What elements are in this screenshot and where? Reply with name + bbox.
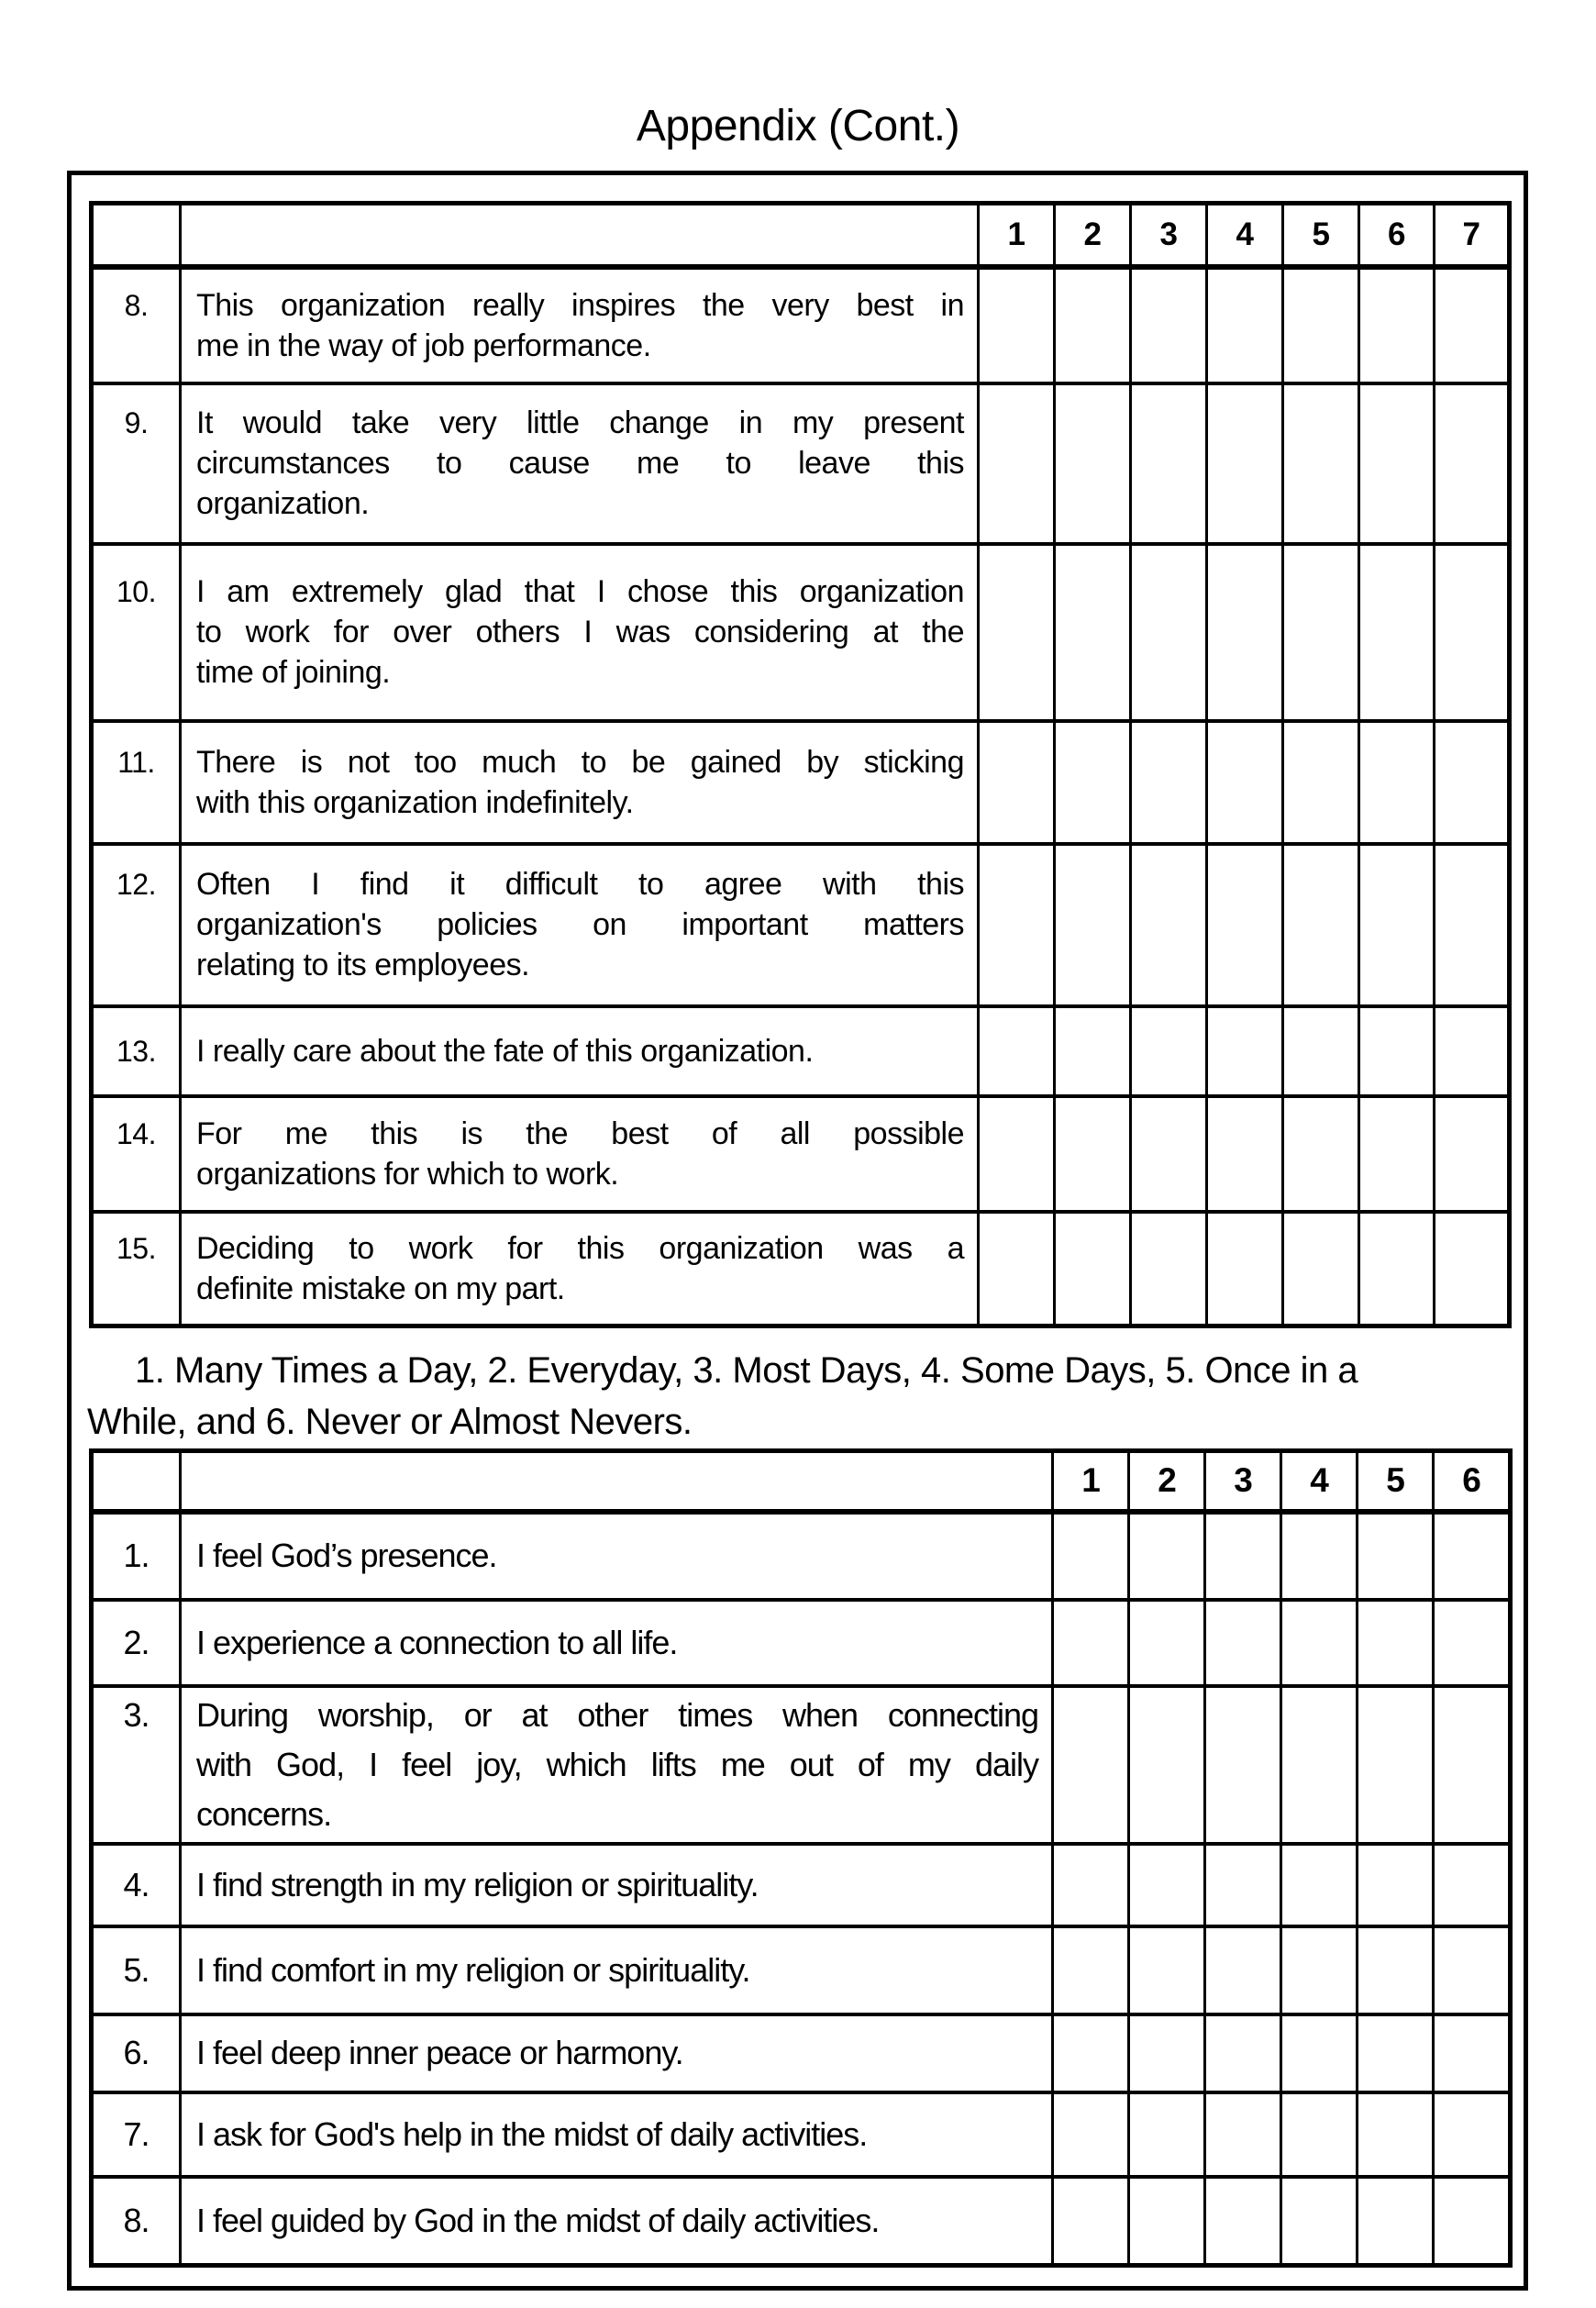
statement-header-cell [181, 204, 979, 267]
scale-note-line: While, and 6. Never or Almost Nevers. [87, 1402, 693, 1442]
answer-cell [1359, 721, 1435, 844]
item-number-cell [92, 544, 181, 721]
answer-cell [1359, 1212, 1435, 1326]
scale-header-cell: 5 [1283, 204, 1359, 267]
statement-cell [181, 844, 979, 1006]
answer-cell [1359, 383, 1435, 544]
item-number: 14. [116, 1116, 156, 1150]
answer-cell [1283, 383, 1359, 544]
statement-line: circumstances to cause me to leave this [196, 446, 964, 481]
item-number-cell [92, 1686, 181, 1844]
answer-cell [979, 844, 1055, 1006]
statement-text [182, 285, 977, 366]
statement-line: Often I find it difficult to agree with this [196, 867, 964, 902]
questionnaire-item-row [92, 721, 1510, 844]
answer-cell [1205, 1512, 1281, 1600]
answer-cell [1055, 1006, 1131, 1096]
statement-text [182, 864, 977, 985]
page-title: Appendix (Cont.) [636, 102, 960, 150]
answer-cell [1281, 2177, 1358, 2266]
statement-cell [181, 383, 979, 544]
statement-line: I find comfort in my religion or spirituality. [196, 1950, 750, 1989]
statement-text [182, 1691, 1051, 1839]
answer-cell [1205, 2014, 1281, 2092]
item-number-cell [92, 2092, 181, 2177]
item-number: 4. [123, 1865, 150, 1903]
item-number: 15. [116, 1231, 156, 1265]
answer-cell [1358, 1512, 1434, 1600]
answer-cell [1207, 383, 1283, 544]
answer-cell [1281, 1686, 1358, 1844]
answer-cell [1207, 1096, 1283, 1212]
statement-line: I find strength in my religion or spirituality. [196, 1865, 759, 1903]
answer-cell [1435, 544, 1510, 721]
answer-cell [1129, 2014, 1205, 2092]
scale-header-cell: 7 [1435, 204, 1510, 267]
statement-text [182, 2196, 1051, 2246]
scale-header-row [92, 1451, 1511, 1512]
answer-cell [1434, 1926, 1511, 2014]
statement-line: with God, I feel joy, which lifts me out of my daily [196, 1745, 1038, 1783]
answer-cell [1434, 1600, 1511, 1686]
answer-cell [1434, 2092, 1511, 2177]
statement-line: For me this is the best of all possible [196, 1115, 964, 1151]
item-number-cell [92, 721, 181, 844]
item-number: 13. [116, 1034, 156, 1068]
answer-cell [1434, 2014, 1511, 2092]
statement-line: I feel guided by God in the midst of daily activities. [196, 2201, 880, 2239]
answer-cell [1281, 1600, 1358, 1686]
answer-cell [1053, 1844, 1129, 1926]
answer-cell [1358, 1600, 1434, 1686]
statement-line: time of joining. [196, 655, 391, 690]
statement-cell [181, 721, 979, 844]
statement-line: organization's policies on important matters [196, 907, 964, 942]
answer-cell [1131, 1096, 1207, 1212]
statement-cell [181, 1686, 1053, 1844]
questionnaire-item-row [92, 1686, 1511, 1844]
item-number-cell [92, 2177, 181, 2266]
answer-cell [1055, 844, 1131, 1006]
item-number-header-cell [92, 1451, 181, 1512]
answer-cell [1283, 544, 1359, 721]
scale-header-cell: 1 [979, 204, 1055, 267]
answer-cell [1205, 2177, 1281, 2266]
answer-cell [1129, 1844, 1205, 1926]
answer-cell [1358, 2014, 1434, 2092]
scale-header-cell: 6 [1434, 1451, 1511, 1512]
questionnaire-item-row [92, 1212, 1510, 1326]
answer-cell [1434, 2177, 1511, 2266]
questionnaire-item-row [92, 2092, 1511, 2177]
answer-cell [1053, 2014, 1129, 2092]
item-number-cell [92, 1926, 181, 2014]
answer-cell [1131, 383, 1207, 544]
answer-cell [1359, 267, 1435, 383]
statement-text [182, 742, 977, 823]
answer-cell [1281, 1844, 1358, 1926]
answer-cell [1053, 1600, 1129, 1686]
answer-cell [1053, 1686, 1129, 1844]
statement-line: to work for over others I was considering at the [196, 615, 964, 649]
answer-cell [1434, 1686, 1511, 1844]
answer-cell [1281, 1926, 1358, 2014]
answer-cell [1283, 721, 1359, 844]
answer-cell [1358, 1686, 1434, 1844]
statement-text [182, 1031, 977, 1071]
item-number-cell [92, 844, 181, 1006]
answer-cell [1359, 544, 1435, 721]
answer-cell [1207, 1212, 1283, 1326]
statement-cell [181, 1600, 1053, 1686]
questionnaire-table-spiritual-experience [89, 1448, 1513, 2268]
statement-line: It would take very little change in my present [196, 405, 964, 440]
answer-cell [1129, 2092, 1205, 2177]
scale-header-cell: 3 [1205, 1451, 1281, 1512]
statement-line: I feel deep inner peace or harmony. [196, 2034, 683, 2071]
questionnaire-item-row [92, 383, 1510, 544]
answer-cell [1435, 721, 1510, 844]
statement-cell [181, 2014, 1053, 2092]
answer-cell [1131, 1212, 1207, 1326]
item-number-cell [92, 1096, 181, 1212]
answer-cell [979, 267, 1055, 383]
answer-cell [1055, 267, 1131, 383]
item-number: 9. [124, 406, 149, 439]
scale-note-line: 1. Many Times a Day, 2. Everyday, 3. Most Days, 4. Some Days, 5. Once in a [135, 1350, 1358, 1391]
answer-cell [1435, 1212, 1510, 1326]
answer-cell [1358, 2177, 1434, 2266]
scale-header-cell: 2 [1055, 204, 1131, 267]
item-number: 6. [123, 2034, 150, 2071]
answer-cell [979, 1006, 1055, 1096]
item-number-cell [92, 267, 181, 383]
answer-cell [1053, 2177, 1129, 2266]
answer-cell [1281, 2092, 1358, 2177]
statement-cell [181, 1006, 979, 1096]
statement-text [182, 403, 977, 524]
answer-cell [979, 544, 1055, 721]
item-number: 1. [123, 1537, 150, 1574]
statement-line: I ask for God's help in the midst of daily activities. [196, 2114, 868, 2153]
answer-cell [1129, 1512, 1205, 1600]
questionnaire-item-row [92, 1006, 1510, 1096]
answer-cell [1434, 1512, 1511, 1600]
answer-cell [1359, 844, 1435, 1006]
answer-cell [1435, 1006, 1510, 1096]
statement-text [182, 2028, 1051, 2078]
answer-cell [1283, 1212, 1359, 1326]
item-number: 10. [116, 575, 156, 608]
questionnaire-item-row [92, 1096, 1510, 1212]
answer-cell [1281, 1512, 1358, 1600]
item-number: 8. [123, 2201, 150, 2239]
answer-cell [1283, 1006, 1359, 1096]
answer-cell [1129, 1926, 1205, 2014]
scale-header-cell: 1 [1053, 1451, 1129, 1512]
statement-line: concerns. [196, 1794, 332, 1833]
answer-cell [1129, 1600, 1205, 1686]
answer-cell [979, 721, 1055, 844]
item-number: 7. [123, 2114, 150, 2153]
questionnaire-item-row [92, 544, 1510, 721]
item-number-header-cell [92, 204, 181, 267]
answer-cell [1359, 1096, 1435, 1212]
statement-text [182, 1114, 977, 1194]
statement-line: I really care about the fate of this organization. [196, 1033, 814, 1069]
item-number: 11. [117, 745, 155, 779]
item-number-cell [92, 1212, 181, 1326]
answer-cell [1281, 2014, 1358, 2092]
questionnaire-item-row [92, 2177, 1511, 2266]
answer-cell [1131, 1006, 1207, 1096]
item-number-cell [92, 1844, 181, 1926]
statement-line: This organization really inspires the very best in [196, 287, 964, 323]
answer-cell [1131, 267, 1207, 383]
statement-line: organization. [196, 486, 370, 521]
answer-cell [1207, 267, 1283, 383]
answer-cell [1359, 1006, 1435, 1096]
answer-cell [1055, 721, 1131, 844]
scale-header-cell: 4 [1281, 1451, 1358, 1512]
statement-line: organizations for which to work. [196, 1156, 619, 1192]
answer-cell [1358, 1844, 1434, 1926]
response-scale-note [87, 1345, 1504, 1448]
item-number-cell [92, 1512, 181, 1600]
answer-cell [1055, 1212, 1131, 1326]
statement-cell [181, 2177, 1053, 2266]
answer-cell [979, 1096, 1055, 1212]
questionnaire-table-organizational-commitment [89, 201, 1512, 1328]
answer-cell [1205, 1844, 1281, 1926]
statement-cell [181, 1096, 979, 1212]
statement-cell [181, 267, 979, 383]
answer-cell [1283, 267, 1359, 383]
answer-cell [1205, 1600, 1281, 1686]
statement-text [182, 1946, 1051, 1995]
statement-cell [181, 2092, 1053, 2177]
scale-header-cell: 3 [1131, 204, 1207, 267]
answer-cell [1129, 1686, 1205, 1844]
answer-cell [979, 1212, 1055, 1326]
answer-cell [1283, 1096, 1359, 1212]
questionnaire-item-row [92, 1844, 1511, 1926]
answer-cell [1053, 2092, 1129, 2177]
questionnaire-item-row [92, 267, 1510, 383]
item-number: 8. [124, 288, 149, 322]
answer-cell [1131, 544, 1207, 721]
answer-cell [1435, 383, 1510, 544]
answer-cell [1055, 383, 1131, 544]
statement-line: I feel God’s presence. [196, 1537, 497, 1574]
answer-cell [1053, 1512, 1129, 1600]
scale-header-cell: 5 [1358, 1451, 1434, 1512]
item-number-cell [92, 383, 181, 544]
statement-line: definite mistake on my part. [196, 1271, 565, 1306]
scale-header-cell: 2 [1129, 1451, 1205, 1512]
answer-cell [1435, 1096, 1510, 1212]
scale-header-cell: 4 [1207, 204, 1283, 267]
scale-header-cell: 6 [1359, 204, 1435, 267]
answer-cell [1207, 1006, 1283, 1096]
statement-text [182, 1531, 1051, 1581]
statement-cell [181, 1212, 979, 1326]
statement-text [182, 1228, 977, 1309]
answer-cell [979, 383, 1055, 544]
statement-line: with this organization indefinitely. [196, 784, 634, 820]
statement-cell [181, 544, 979, 721]
answer-cell [1435, 844, 1510, 1006]
questionnaire-item-row [92, 844, 1510, 1006]
item-number: 3. [123, 1695, 150, 1734]
statement-header-cell [181, 1451, 1053, 1512]
answer-cell [1055, 544, 1131, 721]
statement-text [182, 1618, 1051, 1668]
questionnaire-item-row [92, 2014, 1511, 2092]
statement-text [182, 2110, 1051, 2159]
answer-cell [1358, 2092, 1434, 2177]
answer-cell [1055, 1096, 1131, 1212]
statement-text [182, 571, 977, 693]
answer-cell [1131, 844, 1207, 1006]
answer-cell [1435, 267, 1510, 383]
item-number-cell [92, 2014, 181, 2092]
questionnaire-item-row [92, 1512, 1511, 1600]
answer-cell [1131, 721, 1207, 844]
answer-cell [1053, 1926, 1129, 2014]
statement-line: I am extremely glad that I chose this organization [196, 574, 964, 609]
statement-line: relating to its employees. [196, 948, 530, 982]
statement-line: Deciding to work for this organization was a [196, 1230, 964, 1266]
item-number-cell [92, 1006, 181, 1096]
item-number: 5. [123, 1950, 150, 1989]
statement-text [182, 1860, 1051, 1910]
answer-cell [1207, 544, 1283, 721]
statement-line: I experience a connection to all life. [196, 1623, 678, 1661]
statement-line: During worship, or at other times when connecting [196, 1695, 1038, 1734]
answer-cell [1207, 721, 1283, 844]
item-number: 12. [116, 868, 156, 901]
answer-cell [1129, 2177, 1205, 2266]
scale-header-row [92, 204, 1510, 267]
statement-cell [181, 1844, 1053, 1926]
item-number-cell [92, 1600, 181, 1686]
answer-cell [1434, 1844, 1511, 1926]
answer-cell [1205, 2092, 1281, 2177]
answer-cell [1205, 1926, 1281, 2014]
questionnaire-item-row [92, 1600, 1511, 1686]
statement-line: There is not too much to be gained by sticking [196, 744, 964, 780]
answer-cell [1358, 1926, 1434, 2014]
questionnaire-item-row [92, 1926, 1511, 2014]
answer-cell [1283, 844, 1359, 1006]
item-number: 2. [123, 1623, 150, 1661]
statement-cell [181, 1512, 1053, 1600]
answer-cell [1205, 1686, 1281, 1844]
statement-cell [181, 1926, 1053, 2014]
answer-cell [1207, 844, 1283, 1006]
statement-line: me in the way of job performance. [196, 327, 651, 363]
